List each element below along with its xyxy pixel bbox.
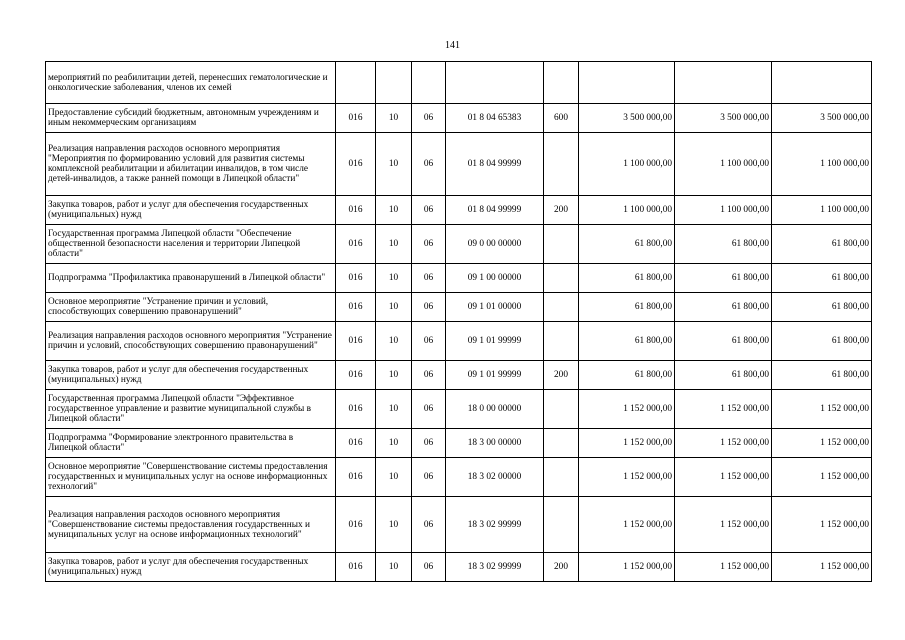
row-amount-1: 1 152 000,00	[579, 497, 675, 553]
row-amount-2: 1 152 000,00	[675, 553, 772, 582]
row-expense-type	[544, 62, 579, 104]
row-name: Реализация направления расходов основного мероприятия "Мероприятия по формированию условий для развития системы комплексной реабилитации и абилитации инвалидов, в том числе детей-инвалидов, а также ранней помощи в Липецкой области"	[46, 133, 336, 196]
table-row	[46, 429, 872, 458]
row-name: Подпрограмма "Формирование электронного правительства в Липецкой области"	[46, 429, 336, 458]
row-subsection-code: 06	[412, 104, 446, 133]
row-expense-type	[544, 225, 579, 264]
row-amount-1: 61 800,00	[579, 293, 675, 322]
row-grbs-code: 016	[336, 497, 376, 553]
table-row	[46, 553, 872, 582]
row-expense-type	[544, 429, 579, 458]
row-subsection-code: 06	[412, 497, 446, 553]
row-name: Государственная программа Липецкой области "Обеспечение общественной безопасности населения и территории Липецкой области"	[46, 225, 336, 264]
row-subsection-code: 06	[412, 322, 446, 361]
row-amount-3: 61 800,00	[772, 225, 872, 264]
row-amount-3	[772, 62, 872, 104]
row-target-article: 09 0 00 00000	[446, 225, 544, 264]
row-grbs-code: 016	[336, 293, 376, 322]
row-expense-type	[544, 390, 579, 429]
row-grbs-code: 016	[336, 322, 376, 361]
row-amount-1: 61 800,00	[579, 264, 675, 293]
row-amount-2: 1 152 000,00	[675, 429, 772, 458]
row-section-code: 10	[376, 264, 412, 293]
row-amount-2: 61 800,00	[675, 225, 772, 264]
row-section-code: 10	[376, 429, 412, 458]
budget-table	[45, 61, 872, 582]
row-amount-1	[579, 62, 675, 104]
row-target-article: 09 1 00 00000	[446, 264, 544, 293]
row-grbs-code: 016	[336, 133, 376, 196]
row-expense-type	[544, 322, 579, 361]
row-amount-3: 61 800,00	[772, 361, 872, 390]
row-name: Предоставление субсидий бюджетным, автономным учреждениям и иным некоммерческим организациям	[46, 104, 336, 133]
row-target-article: 01 8 04 99999	[446, 133, 544, 196]
row-grbs-code: 016	[336, 225, 376, 264]
row-expense-type	[544, 458, 579, 497]
row-amount-1: 1 152 000,00	[579, 429, 675, 458]
row-subsection-code: 06	[412, 553, 446, 582]
row-grbs-code: 016	[336, 553, 376, 582]
row-section-code: 10	[376, 133, 412, 196]
table-row	[46, 133, 872, 196]
row-target-article: 18 3 02 00000	[446, 458, 544, 497]
row-amount-1: 61 800,00	[579, 322, 675, 361]
row-subsection-code: 06	[412, 225, 446, 264]
row-amount-2: 3 500 000,00	[675, 104, 772, 133]
row-grbs-code: 016	[336, 361, 376, 390]
row-expense-type: 600	[544, 104, 579, 133]
row-amount-1: 1 152 000,00	[579, 458, 675, 497]
table-row	[46, 264, 872, 293]
row-section-code: 10	[376, 458, 412, 497]
table-row	[46, 293, 872, 322]
row-subsection-code: 06	[412, 429, 446, 458]
row-section-code: 10	[376, 553, 412, 582]
row-target-article	[446, 62, 544, 104]
table-row	[46, 196, 872, 225]
row-amount-3: 1 152 000,00	[772, 553, 872, 582]
row-section-code: 10	[376, 196, 412, 225]
row-subsection-code: 06	[412, 264, 446, 293]
row-amount-3: 1 100 000,00	[772, 133, 872, 196]
row-amount-2: 61 800,00	[675, 264, 772, 293]
row-target-article: 01 8 04 65383	[446, 104, 544, 133]
row-section-code	[376, 62, 412, 104]
row-section-code: 10	[376, 104, 412, 133]
row-expense-type	[544, 133, 579, 196]
row-amount-2: 61 800,00	[675, 293, 772, 322]
row-grbs-code: 016	[336, 429, 376, 458]
row-grbs-code: 016	[336, 264, 376, 293]
page-number: 141	[445, 40, 460, 51]
row-grbs-code: 016	[336, 390, 376, 429]
row-amount-1: 3 500 000,00	[579, 104, 675, 133]
row-amount-2: 1 152 000,00	[675, 458, 772, 497]
row-expense-type: 200	[544, 361, 579, 390]
row-expense-type	[544, 497, 579, 553]
row-amount-3: 61 800,00	[772, 293, 872, 322]
row-amount-2: 1 152 000,00	[675, 390, 772, 429]
row-section-code: 10	[376, 390, 412, 429]
row-subsection-code: 06	[412, 390, 446, 429]
row-amount-1: 1 100 000,00	[579, 133, 675, 196]
row-section-code: 10	[376, 361, 412, 390]
table-row	[46, 458, 872, 497]
row-target-article: 18 0 00 00000	[446, 390, 544, 429]
row-section-code: 10	[376, 322, 412, 361]
table-row	[46, 390, 872, 429]
row-expense-type	[544, 293, 579, 322]
row-amount-3: 1 152 000,00	[772, 390, 872, 429]
row-subsection-code: 06	[412, 133, 446, 196]
row-target-article: 09 1 01 99999	[446, 322, 544, 361]
row-amount-2: 61 800,00	[675, 322, 772, 361]
row-expense-type: 200	[544, 196, 579, 225]
row-name: Закупка товаров, работ и услуг для обеспечения государственных (муниципальных) нужд	[46, 361, 336, 390]
row-name: Реализация направления расходов основного мероприятия "Совершенствование системы предоставления государственных и муниципальных услуг на основе информационных технологий"	[46, 497, 336, 553]
table-row	[46, 361, 872, 390]
row-amount-1: 1 152 000,00	[579, 390, 675, 429]
row-name: мероприятий по реабилитации детей, перенесших гематологические и онкологические заболевания, членов их семей	[46, 62, 336, 104]
row-subsection-code: 06	[412, 293, 446, 322]
table-row	[46, 225, 872, 264]
row-name: Реализация направления расходов основного мероприятия "Устранение причин и условий, способствующих совершению правонарушений"	[46, 322, 336, 361]
row-subsection-code: 06	[412, 458, 446, 497]
row-target-article: 18 3 02 99999	[446, 553, 544, 582]
row-amount-2: 1 100 000,00	[675, 133, 772, 196]
row-target-article: 09 1 01 99999	[446, 361, 544, 390]
row-target-article: 01 8 04 99999	[446, 196, 544, 225]
row-target-article: 18 3 00 00000	[446, 429, 544, 458]
row-amount-1: 61 800,00	[579, 361, 675, 390]
row-name: Государственная программа Липецкой области "Эффективное государственное управление и развитие муниципальной службы в Липецкой области"	[46, 390, 336, 429]
row-grbs-code: 016	[336, 196, 376, 225]
row-amount-3: 61 800,00	[772, 322, 872, 361]
table-row	[46, 62, 872, 104]
row-grbs-code: 016	[336, 104, 376, 133]
row-amount-3: 1 152 000,00	[772, 429, 872, 458]
row-expense-type	[544, 264, 579, 293]
row-section-code: 10	[376, 225, 412, 264]
row-grbs-code	[336, 62, 376, 104]
row-section-code: 10	[376, 293, 412, 322]
row-amount-3: 1 152 000,00	[772, 497, 872, 553]
row-amount-2: 1 152 000,00	[675, 497, 772, 553]
row-target-article: 18 3 02 99999	[446, 497, 544, 553]
row-name: Подпрограмма "Профилактика правонарушений в Липецкой области"	[46, 264, 336, 293]
row-amount-3: 61 800,00	[772, 264, 872, 293]
row-amount-2	[675, 62, 772, 104]
row-amount-1: 1 152 000,00	[579, 553, 675, 582]
row-amount-2: 1 100 000,00	[675, 196, 772, 225]
row-name: Закупка товаров, работ и услуг для обеспечения государственных (муниципальных) нужд	[46, 196, 336, 225]
row-amount-1: 1 100 000,00	[579, 196, 675, 225]
row-amount-3: 3 500 000,00	[772, 104, 872, 133]
row-name: Закупка товаров, работ и услуг для обеспечения государственных (муниципальных) нужд	[46, 553, 336, 582]
row-target-article: 09 1 01 00000	[446, 293, 544, 322]
table-body	[46, 62, 872, 582]
row-subsection-code: 06	[412, 196, 446, 225]
row-amount-1: 61 800,00	[579, 225, 675, 264]
row-subsection-code: 06	[412, 361, 446, 390]
row-grbs-code: 016	[336, 458, 376, 497]
row-section-code: 10	[376, 497, 412, 553]
row-name: Основное мероприятие "Устранение причин и условий, способствующих совершению правонарушений"	[46, 293, 336, 322]
row-subsection-code	[412, 62, 446, 104]
row-amount-3: 1 152 000,00	[772, 458, 872, 497]
table-row	[46, 104, 872, 133]
row-name: Основное мероприятие "Совершенствование системы предоставления государственных и муниципальных услуг на основе информационных технологий"	[46, 458, 336, 497]
row-amount-3: 1 100 000,00	[772, 196, 872, 225]
table-row	[46, 322, 872, 361]
row-expense-type: 200	[544, 553, 579, 582]
row-amount-2: 61 800,00	[675, 361, 772, 390]
table-row	[46, 497, 872, 553]
